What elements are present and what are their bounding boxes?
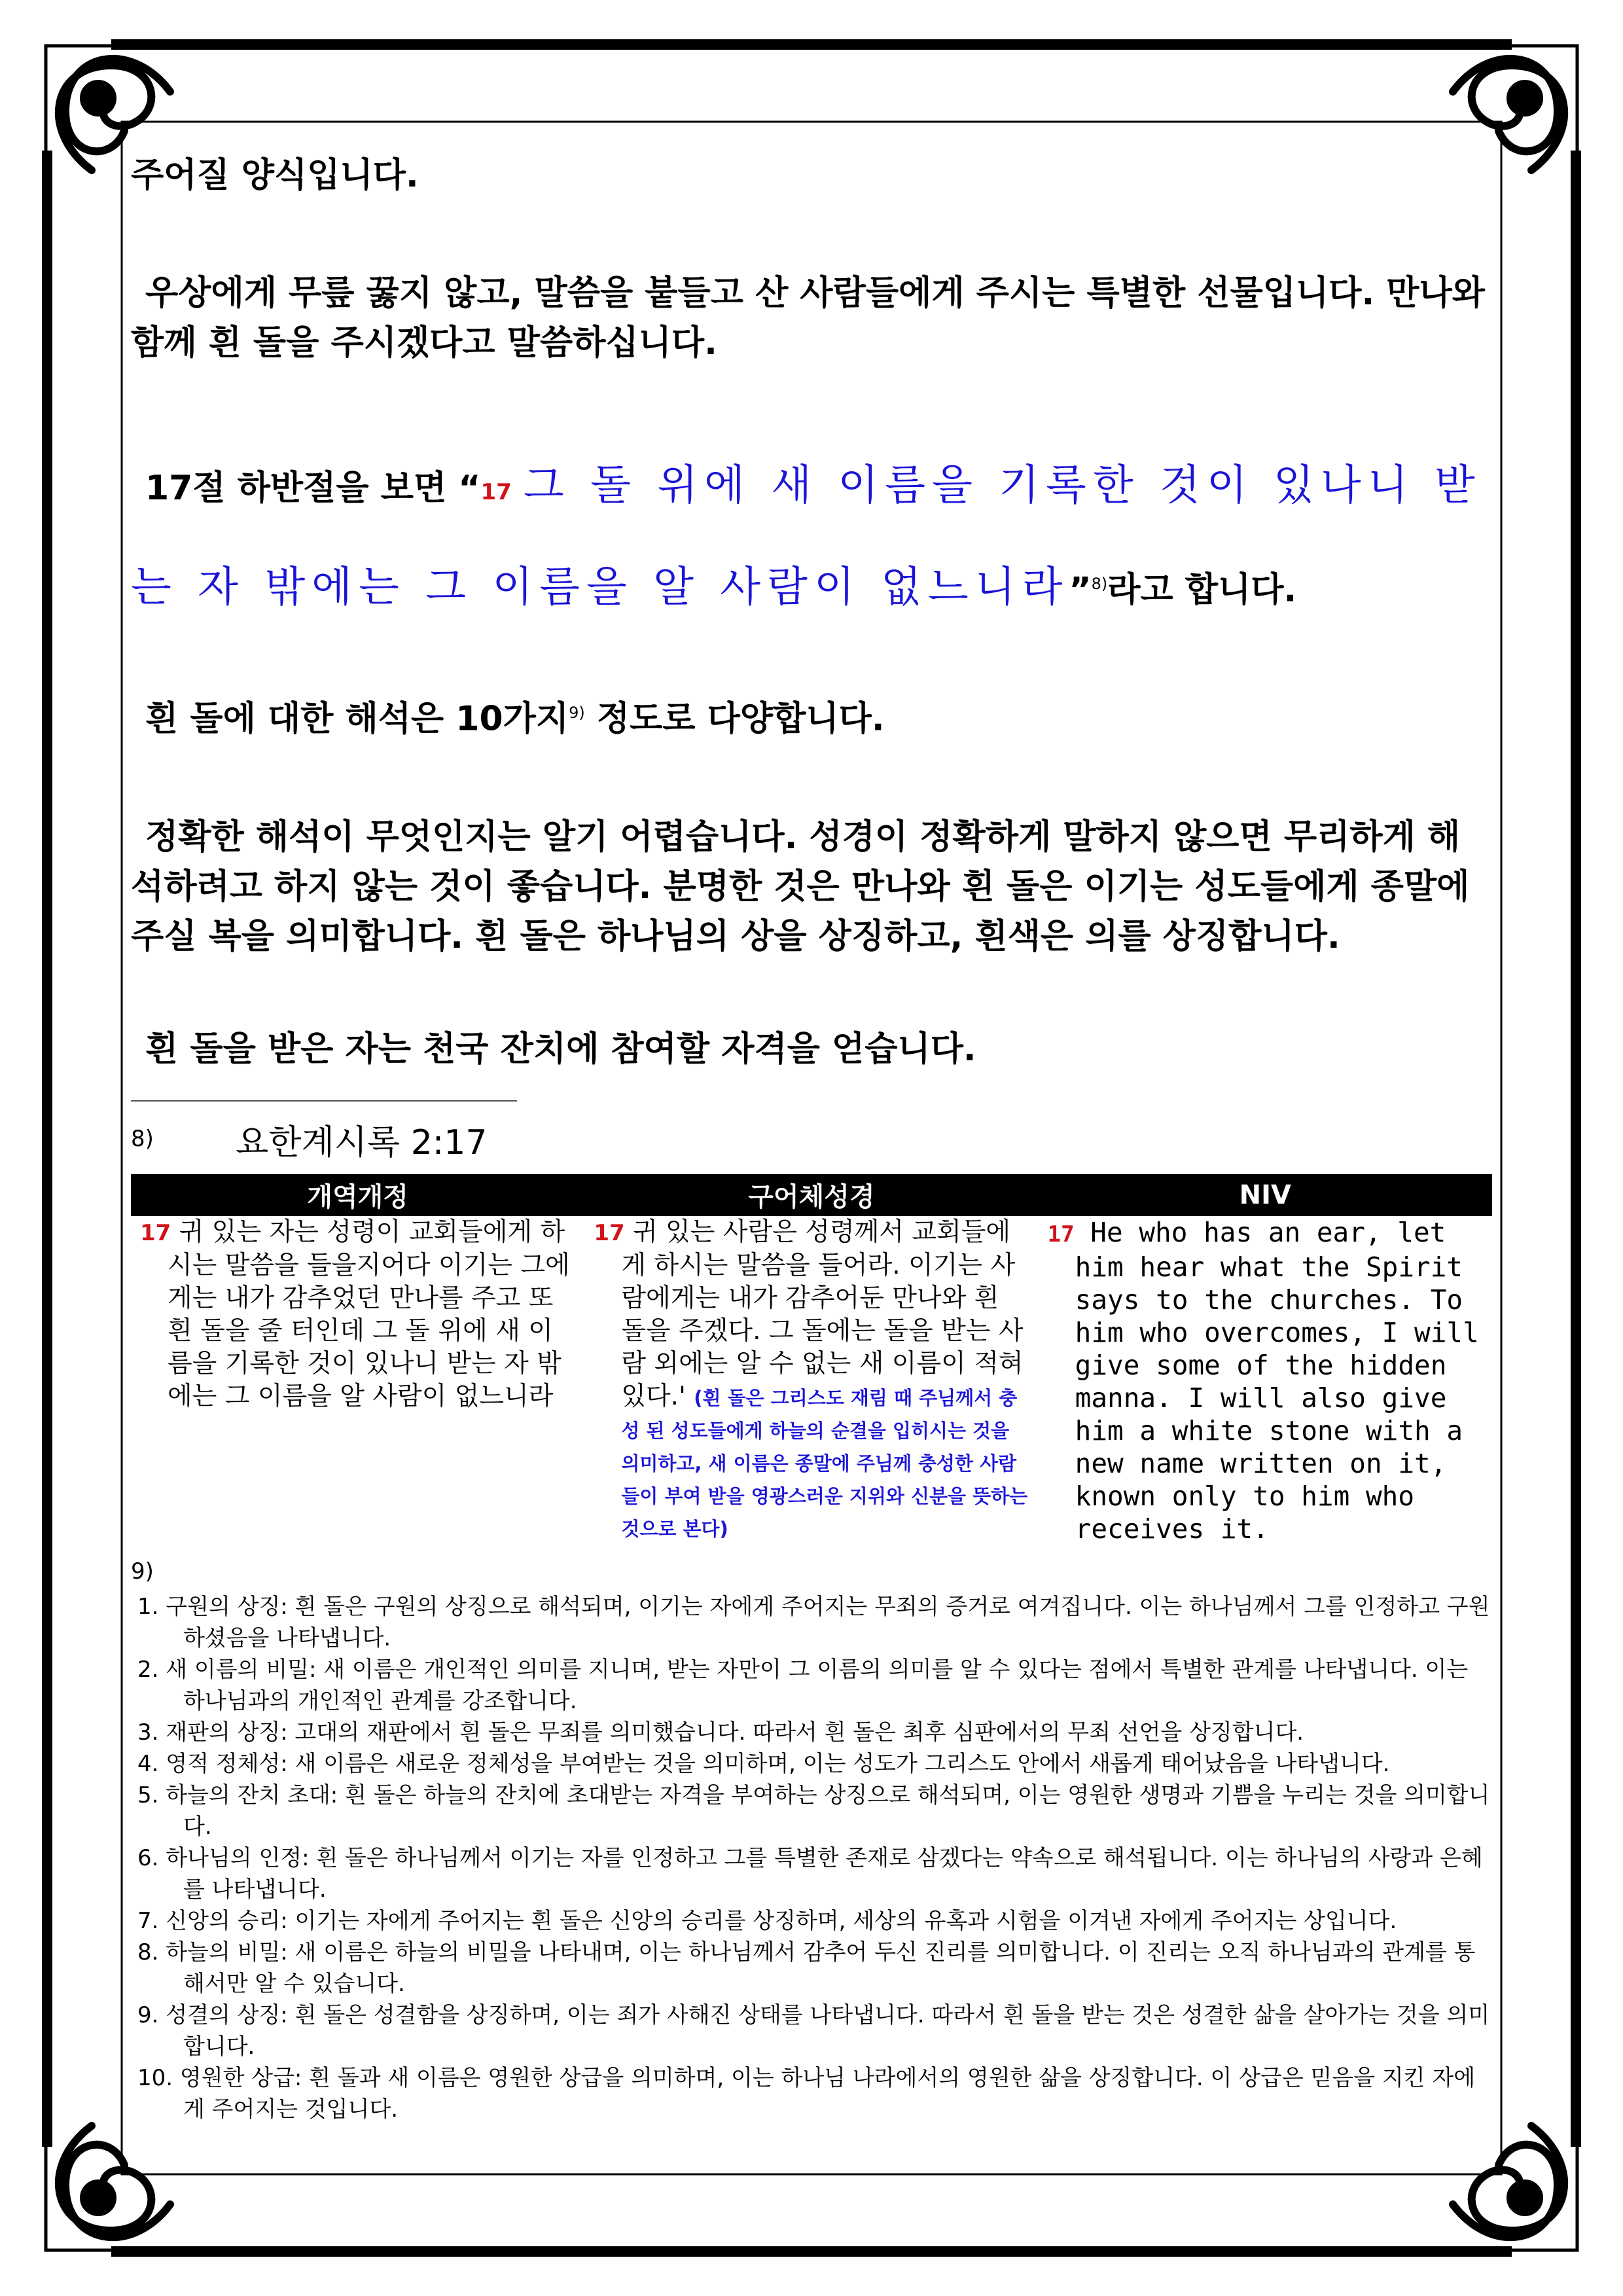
header-krv: 개역개정 — [307, 1182, 408, 1213]
corner-flourish-bl — [59, 2126, 170, 2237]
interpretation-item — [131, 1905, 1492, 1937]
interpretation-item — [131, 1780, 1492, 1842]
quoted-verse: 그 돌 위에 새 이름을 기록한 것이 있나니 받는 자 밖에는 그 이름을 알 사람이 없느니라 — [131, 461, 1482, 612]
item-text: 성결의 상징: 흰 돌은 성결함을 상징하며, 이는 죄가 사해진 상태를 나타냅니다. 따라서 흰 돌을 받는 것은 성결한 삶을 살아가는 것을 의미합니다. — [166, 2001, 1490, 2060]
item-number: 5. — [137, 1782, 159, 1808]
column-colloquial — [584, 1216, 1038, 1545]
item-number: 3. — [137, 1719, 159, 1746]
interpretation-item — [131, 1717, 1492, 1748]
item-text: 하나님의 인정: 흰 돌은 하나님께서 이기는 자를 인정하고 그를 특별한 존재로 삼겠다는 약속으로 해석됩니다. 이는 하나님의 사랑과 은혜를 나타냅니다. — [166, 1844, 1483, 1903]
item-number: 2. — [137, 1656, 159, 1683]
colloquial-note: (흰 돌은 그리스도 재림 때 주님께서 충성 된 성도들에게 하늘의 순결을 입히시는 것을 의미하고, 새 이름은 종말에 주님께 충성한 사람들이 부여 받을 영광스러운 지위와 신분을 뜻하는 것으로 본다) — [621, 1386, 1028, 1540]
item-text: 구원의 상징: 흰 돌은 구원의 상징으로 해석되며, 이기는 자에게 주어지는 무죄의 증거로 여겨집니다. 이는 하나님께서 그를 인정하고 구원하셨음을 나타냅니다. — [166, 1593, 1490, 1651]
item-text: 신앙의 승리: 이기는 자에게 주어지는 흰 돌은 신앙의 승리를 상징하며, 세상의 유혹과 시험을 이겨낸 자에게 주어지는 상입니다. — [166, 1907, 1397, 1934]
item-text: 하늘의 비밀: 새 이름은 하늘의 비밀을 나타내며, 이는 하나님께서 감추어 두신 진리를 의미합니다. 이 진리는 오직 하나님과의 관계를 통해서만 알 수 있습니다. — [166, 1939, 1476, 1997]
item-number: 9. — [137, 2001, 159, 2028]
interpretation-item — [131, 1842, 1492, 1905]
bible-table-body — [131, 1216, 1492, 1545]
footnote-ref-9: 9) — [569, 704, 585, 723]
page-content — [131, 131, 1492, 2125]
interpretation-item — [131, 2000, 1492, 2062]
item-text: 재판의 상징: 고대의 재판에서 흰 돌은 무죄를 의미했습니다. 따라서 흰 돌은 최후 심판에서의 무죄 선언을 상징합니다. — [166, 1719, 1304, 1746]
item-text: 영적 정체성: 새 이름은 새로운 정체성을 부여받는 것을 의미하며, 이는 성도가 그리스도 안에서 새롭게 태어났음을 나타냅니다. — [166, 1750, 1390, 1777]
paragraph-3-suffix: 라고 합니다. — [1107, 570, 1297, 610]
column-krv — [131, 1216, 584, 1545]
paragraph-1: 주어질 양식입니다. — [131, 156, 419, 195]
paragraph-4 — [131, 688, 1492, 744]
interpretation-item — [131, 1591, 1492, 1654]
bible-table-header — [131, 1174, 1492, 1216]
interpretation-item — [131, 1654, 1492, 1717]
quote-close: ” — [1069, 570, 1092, 610]
footnote-8-heading — [131, 1115, 1492, 1164]
paragraph-3 — [131, 440, 1492, 636]
item-number: 1. — [137, 1593, 159, 1620]
item-text: 새 이름의 비밀: 새 이름은 개인적인 의미를 지니며, 받는 자만이 그 이름의 의미를 알 수 있다는 점에서 특별한 관계를 나타냅니다. 이는 하나님과의 개인적인 관계를 강조합니다. — [166, 1656, 1469, 1714]
interpretation-item — [131, 1748, 1492, 1780]
footnote-8-number: 8) — [131, 1126, 154, 1153]
header-colloquial: 구어체성경 — [748, 1182, 875, 1213]
item-text: 영원한 상급: 흰 돌과 새 이름은 영원한 상급을 의미하며, 이는 하나님 나라에서의 영원한 삶을 상징합니다. 이 상급은 믿음을 지킨 자에게 주어지는 것입니다. — [179, 2064, 1476, 2123]
paragraph-3-prefix: 17절 하반절을 보면 “ — [145, 469, 481, 508]
footnote-8-title: 요한계시록 2:17 — [236, 1122, 488, 1162]
footnote-divider — [131, 1100, 517, 1102]
column-niv — [1039, 1216, 1492, 1545]
krv-verse-number: 17 — [140, 1219, 171, 1246]
item-number: 7. — [137, 1907, 159, 1934]
niv-text: He who has an ear, let him hear what the Spirit says to the churches. To him who overcomes, I will give some of the hidden manna. I will also give him a white stone with a new name written on it, known only to him who receives it. — [1075, 1216, 1479, 1545]
item-text: 하늘의 잔치 초대: 흰 돌은 하늘의 잔치에 초대받는 자격을 부여하는 상징으로 해석되며, 이는 영원한 생명과 기쁨을 누리는 것을 의미합니다. — [166, 1782, 1490, 1840]
paragraph-5: 정확한 해석이 무엇인지는 알기 어렵습니다. 성경이 정확하게 말하지 않으면 무리하게 해석하려고 하지 않는 것이 좋습니다. 분명한 것은 만나와 흰 돌은 이기는 성도들에게 종말에 주실 복을 의미합니다. 흰 돌은 하나님의 상을 상징하고, 흰색은 의를 상징합니다. — [131, 817, 1470, 956]
colloquial-text: 귀 있는 사람은 성령께서 교회들에게 하시는 말씀을 들어라. 이기는 사람에게는 내가 감추어둔 만나와 흰 돌을 주겠다. 그 돌에는 돌을 받는 사람 외에는 알 수 없는 새 이름이 적혀있다.' — [621, 1217, 1024, 1411]
interpretation-item — [131, 2062, 1492, 2125]
colloquial-verse-number: 17 — [594, 1219, 625, 1246]
item-number: 8. — [137, 1939, 159, 1965]
item-number: 4. — [137, 1750, 159, 1777]
verse-number: 17 — [480, 479, 512, 505]
paragraph-4-suffix: 정도로 다양합니다. — [584, 699, 885, 739]
item-number: 10. — [137, 2064, 173, 2091]
header-niv: NIV — [1239, 1179, 1291, 1210]
krv-text: 귀 있는 자는 성령이 교회들에게 하시는 말씀을 들을지어다 이기는 그에게는 내가 감추었던 만나를 주고 또 흰 돌을 줄 터인데 그 돌 위에 새 이름을 기록한 것이 있나니 받는 자 밖에는 그 이름을 알 사람이 없느니라 — [168, 1217, 570, 1411]
paragraph-4-prefix: 흰 돌에 대한 해석은 10가지 — [145, 699, 569, 739]
interpretation-list — [131, 1591, 1492, 2125]
item-number: 6. — [137, 1844, 159, 1871]
niv-verse-number: 17 — [1047, 1221, 1075, 1247]
corner-flourish-br — [1453, 2126, 1564, 2237]
paragraph-6: 흰 돌을 받은 자는 천국 잔치에 참여할 자격을 얻습니다. — [145, 1029, 976, 1069]
footnote-ref-8: 8) — [1091, 575, 1108, 593]
footnote-9-number: 9) — [131, 1558, 154, 1585]
paragraph-2: 우상에게 무릎 꿇지 않고, 말씀을 붙들고 산 사람들에게 주시는 특별한 선물입니다. 만나와 함께 흰 돌을 주시겠다고 말씀하십니다. — [131, 274, 1485, 363]
interpretation-item — [131, 1937, 1492, 2000]
